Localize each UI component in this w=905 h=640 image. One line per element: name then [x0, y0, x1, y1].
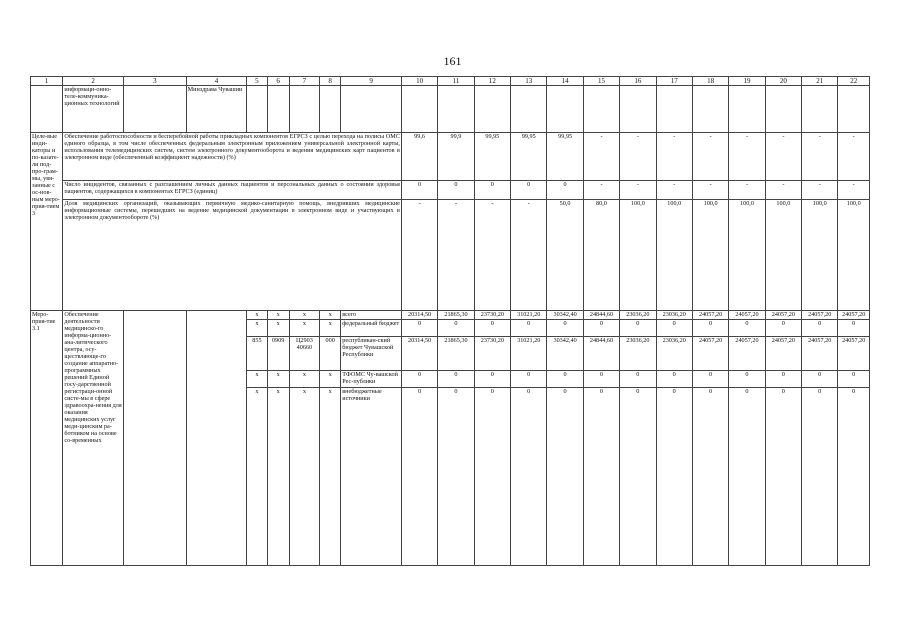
funding-value: 23036,20 [620, 337, 656, 371]
funding-value: 0 [765, 388, 801, 566]
cell-empty [123, 311, 186, 566]
funding-value: 0 [802, 320, 838, 337]
funding-value: 0 [511, 371, 547, 388]
budget-code: x [320, 320, 341, 337]
target-value: 50,0 [547, 200, 583, 311]
target-value: 99,9 [438, 133, 474, 181]
funding-value: 23036,20 [620, 311, 656, 320]
funding-value: 0 [547, 320, 583, 337]
target-value: - [692, 181, 728, 200]
target-row [31, 133, 870, 181]
target-value: - [838, 181, 870, 200]
funding-value: 23730,20 [474, 311, 510, 320]
budget-code: 855 [247, 337, 267, 371]
funding-value: 0 [583, 371, 619, 388]
measure-description: Обеспечение деятельности медицинско-го информа-ционно-ана-литического центра, осу-ществляюще-го создание аппаратно-программных решений Единой госу-дарственной регистраци-онной систе-мы в сфере здравоохра-нения для оказания медицинских услуг меди-цинским ра-ботником на основе со-временных [63, 311, 124, 566]
column-number: 17 [656, 77, 692, 86]
funding-value: 0 [620, 320, 656, 337]
budget-code: x [247, 371, 267, 388]
funding-value: 0 [401, 388, 437, 566]
target-value: - [438, 200, 474, 311]
funding-value: 23036,20 [656, 337, 692, 371]
funding-value: 24057,20 [692, 311, 728, 320]
column-number: 22 [838, 77, 870, 86]
target-value: - [620, 181, 656, 200]
column-number: 14 [547, 77, 583, 86]
target-value: - [656, 181, 692, 200]
target-value: 99,95 [474, 133, 510, 181]
budget-code: x [267, 371, 289, 388]
target-value: - [692, 133, 728, 181]
funding-value: 24844,60 [583, 337, 619, 371]
funding-value: 24844,60 [583, 311, 619, 320]
top-continuation-row [31, 86, 870, 133]
funding-value: 0 [838, 371, 870, 388]
funding-value: 24057,20 [692, 337, 728, 371]
funding-value: 0 [656, 320, 692, 337]
column-number: 9 [341, 77, 402, 86]
funding-value: 0 [474, 320, 510, 337]
funding-value: 0 [802, 371, 838, 388]
column-number: 3 [123, 77, 186, 86]
target-value: - [729, 181, 765, 200]
target-value: 100,0 [838, 200, 870, 311]
top-row-col2: информаци-онно-теле-коммуника-ционных технологий [63, 86, 124, 133]
funding-value: 31021,20 [511, 337, 547, 371]
funding-row [31, 311, 870, 320]
funding-value: 0 [656, 371, 692, 388]
funding-value: 0 [692, 371, 728, 388]
funding-value: 24057,20 [838, 337, 870, 371]
column-number: 12 [474, 77, 510, 86]
funding-value: 0 [474, 371, 510, 388]
funding-source: федеральный бюджет [341, 320, 402, 337]
target-value: - [802, 133, 838, 181]
target-value: 100,0 [729, 200, 765, 311]
budget-code: x [247, 320, 267, 337]
funding-value: 0 [438, 371, 474, 388]
funding-value: 24057,20 [729, 337, 765, 371]
funding-value: 0 [838, 388, 870, 566]
funding-value: 30342,40 [547, 337, 583, 371]
target-row [31, 200, 870, 311]
funding-value: 0 [438, 388, 474, 566]
funding-value: 0 [511, 320, 547, 337]
budget-code: x [289, 388, 319, 566]
funding-source: республикан-ский бюджет Чувашской Республики [341, 337, 402, 371]
target-value: - [401, 200, 437, 311]
column-number: 18 [692, 77, 728, 86]
target-row [31, 181, 870, 200]
column-number: 16 [620, 77, 656, 86]
funding-source: ТФОМС Чу-вашской Рес-публики [341, 371, 402, 388]
budget-code: x [320, 371, 341, 388]
target-text: Число инцидентов, связанных с разглашением личных данных пациентов и персональных данных о состоянии здоровья пациентов, содержащихся в компонентах ЕГРСЗ (единиц) [63, 181, 402, 200]
target-value: - [583, 133, 619, 181]
target-value: - [802, 181, 838, 200]
funding-value: 0 [802, 388, 838, 566]
funding-value: 23730,20 [474, 337, 510, 371]
funding-value: 0 [838, 320, 870, 337]
funding-value: 30342,40 [547, 311, 583, 320]
target-value: 0 [438, 181, 474, 200]
column-number: 15 [583, 77, 619, 86]
column-number: 7 [289, 77, 319, 86]
budget-code: x [289, 371, 319, 388]
cell-empty [123, 86, 186, 133]
target-text: Доля медицинских организаций, оказывающих первичную медико-санитарную помощь, внедривших медицинские информационные системы, перешедших на ведение медицинской документации в электронном виде и участвующих в электронном документообороте (%) [63, 200, 402, 311]
funding-value: 0 [547, 371, 583, 388]
budget-code: x [320, 311, 341, 320]
target-value: - [729, 133, 765, 181]
funding-value: 20314,50 [401, 337, 437, 371]
funding-value: 0 [692, 320, 728, 337]
page-number: 161 [443, 54, 462, 68]
column-number: 21 [802, 77, 838, 86]
target-value: 100,0 [692, 200, 728, 311]
target-value: - [765, 133, 801, 181]
target-text: Обеспечение работоспособности и бесперебойной работы прикладных компонентов ЕГРСЗ с целью перехода на полисы ОМС единого образца, в том числе обеспеченных федеральным электронным приложением универсальной электронной карты, использования телемедицинских систем, систем электронного документооборота и ведения медицинских карт пациентов в электронном виде (обеспеченный коэффициент надежности) (%) [63, 133, 402, 181]
target-value: - [765, 181, 801, 200]
funding-value: 20314,50 [401, 311, 437, 320]
funding-source: внебюджетные источники [341, 388, 402, 566]
funding-value: 0 [438, 320, 474, 337]
budget-code: x [267, 388, 289, 566]
target-value: 0 [474, 181, 510, 200]
funding-value: 0 [765, 371, 801, 388]
column-number: 5 [247, 77, 267, 86]
funding-value: 0 [656, 388, 692, 566]
column-number: 4 [186, 77, 247, 86]
funding-value: 24057,20 [838, 311, 870, 320]
funding-value: 24057,20 [765, 311, 801, 320]
budget-code: 000 [320, 337, 341, 371]
funding-value: 24057,20 [729, 311, 765, 320]
funding-value: 0 [729, 388, 765, 566]
column-number: 6 [267, 77, 289, 86]
column-number: 13 [511, 77, 547, 86]
cell-empty [186, 311, 247, 566]
column-number-row [31, 77, 870, 86]
target-value: 0 [511, 181, 547, 200]
target-value: 100,0 [620, 200, 656, 311]
funding-source: всего [341, 311, 402, 320]
funding-value: 21865,30 [438, 337, 474, 371]
funding-value: 0 [620, 388, 656, 566]
column-number: 20 [765, 77, 801, 86]
target-value: - [656, 133, 692, 181]
funding-value: 0 [474, 388, 510, 566]
budget-code: x [247, 311, 267, 320]
funding-value: 24057,20 [802, 311, 838, 320]
funding-value: 0 [583, 320, 619, 337]
target-value: 0 [401, 181, 437, 200]
target-value: 0 [547, 181, 583, 200]
funding-value: 24057,20 [765, 337, 801, 371]
budget-code: 0909 [267, 337, 289, 371]
column-number: 8 [320, 77, 341, 86]
target-value: 100,0 [765, 200, 801, 311]
target-value: - [474, 200, 510, 311]
funding-value: 21865,30 [438, 311, 474, 320]
funding-value: 0 [729, 371, 765, 388]
funding-value: 0 [692, 388, 728, 566]
budget-code: Ц2903 40660 [289, 337, 319, 371]
target-value: 100,0 [802, 200, 838, 311]
funding-value: 0 [511, 388, 547, 566]
funding-value: 0 [765, 320, 801, 337]
funding-value: 0 [583, 388, 619, 566]
budget-code: x [267, 320, 289, 337]
budget-code: x [247, 388, 267, 566]
column-number: 1 [31, 77, 63, 86]
funding-value: 0 [401, 320, 437, 337]
funding-value: 24057,20 [802, 337, 838, 371]
target-value: - [620, 133, 656, 181]
column-number: 19 [729, 77, 765, 86]
target-value: 80,0 [583, 200, 619, 311]
funding-value: 23036,20 [656, 311, 692, 320]
targets-label: Целе-вые инди-каторы и по-казате-ли под-про-грам-мы, увя-занные с ос-нов-ным меро-прия-тием 3 [31, 133, 63, 311]
target-value: 99,95 [547, 133, 583, 181]
target-value: - [583, 181, 619, 200]
funding-value: 31021,20 [511, 311, 547, 320]
budget-code: x [320, 388, 341, 566]
program-table [30, 76, 870, 566]
column-number: 11 [438, 77, 474, 86]
budget-code: x [289, 320, 319, 337]
funding-value: 0 [547, 388, 583, 566]
top-row-col4: Минздрава Чувашии [186, 86, 247, 133]
funding-value: 0 [729, 320, 765, 337]
measure-label: Меро-прия-тие 3.1 [31, 311, 63, 566]
column-number: 2 [63, 77, 124, 86]
funding-value: 0 [401, 371, 437, 388]
target-value: - [511, 200, 547, 311]
cell-empty [31, 86, 63, 133]
target-value: 100,0 [656, 200, 692, 311]
budget-code: x [289, 311, 319, 320]
column-number: 10 [401, 77, 437, 86]
target-value: 99,95 [511, 133, 547, 181]
target-value: - [838, 133, 870, 181]
budget-code: x [267, 311, 289, 320]
funding-value: 0 [620, 371, 656, 388]
target-value: 99,6 [401, 133, 437, 181]
